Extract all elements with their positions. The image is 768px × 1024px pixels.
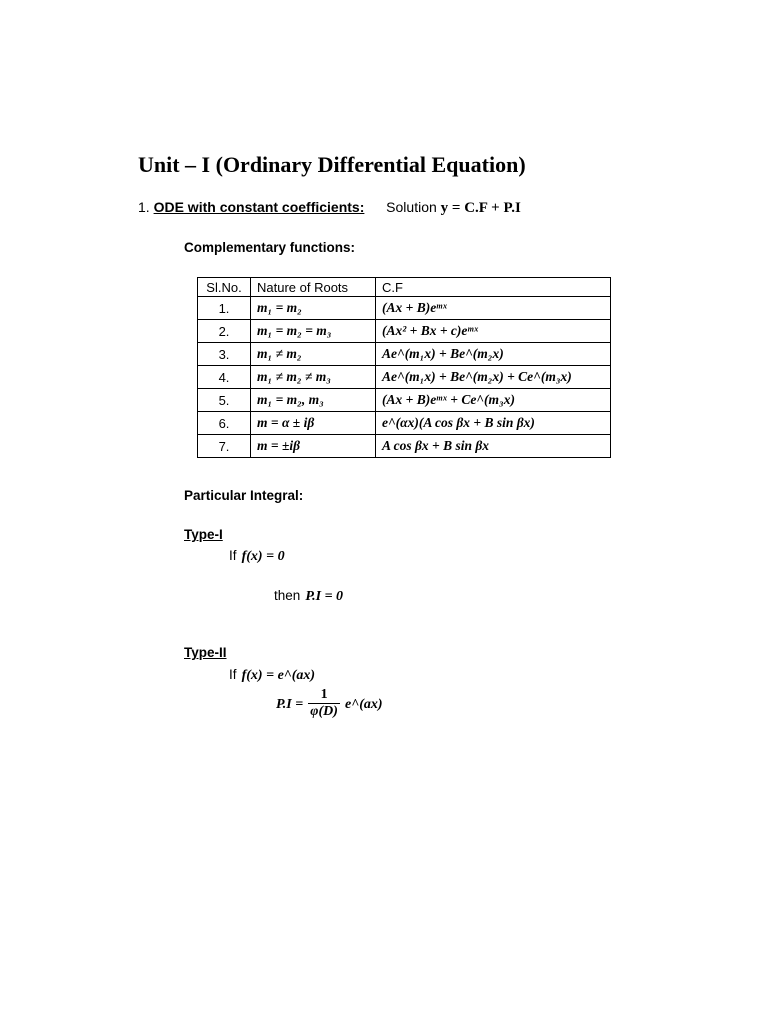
row-number: 6. bbox=[198, 412, 251, 435]
row-cf: A cos βx + B sin βx bbox=[376, 435, 611, 458]
row-roots: m₁ = m₂ = m₃ bbox=[251, 320, 376, 343]
row-cf: Ae^(m₁x) + Be^(m₂x) + Ce^(m₃x) bbox=[376, 366, 611, 389]
row-cf: Ae^(m₁x) + Be^(m₂x) bbox=[376, 343, 611, 366]
row-cf: e^(αx)(A cos βx + B sin βx) bbox=[376, 412, 611, 435]
table-row bbox=[198, 320, 611, 343]
solution-formula: y = C.F + P.I bbox=[440, 200, 521, 216]
cf-table bbox=[197, 277, 611, 458]
row-cf: (Ax + B)eᵐˣ bbox=[376, 297, 611, 320]
header-slno: Sl.No. bbox=[198, 278, 251, 297]
table-header-row bbox=[198, 278, 611, 297]
section-heading: ODE with constant coefficients: bbox=[153, 199, 365, 215]
type1-then-formula: P.I = 0 bbox=[305, 589, 344, 604]
pi-denominator: φ(D) bbox=[310, 704, 338, 719]
row-roots: m₁ ≠ m₂ bbox=[251, 343, 376, 366]
header-cf: C.F bbox=[376, 278, 611, 297]
particular-heading: Particular Integral: bbox=[184, 488, 304, 503]
section-ode-heading bbox=[138, 199, 521, 217]
table-row bbox=[198, 435, 611, 458]
pi-lhs: P.I = bbox=[276, 697, 304, 712]
pi-numerator: 1 bbox=[308, 687, 340, 704]
table-row bbox=[198, 389, 611, 412]
row-roots: m = ±iβ bbox=[251, 435, 376, 458]
row-number: 2. bbox=[198, 320, 251, 343]
pi-fraction bbox=[308, 687, 340, 720]
row-roots: m₁ = m₂ bbox=[251, 297, 376, 320]
type2-if-formula: f(x) = e^(ax) bbox=[241, 668, 316, 683]
type2-condition bbox=[229, 664, 315, 684]
row-cf: (Ax + B)eᵐˣ + Ce^(m₃x) bbox=[376, 389, 611, 412]
type1-if-text: If bbox=[229, 548, 237, 563]
header-roots: Nature of Roots bbox=[251, 278, 376, 297]
type1-if-formula: f(x) = 0 bbox=[241, 549, 285, 564]
table-row bbox=[198, 343, 611, 366]
type1-label: Type-I bbox=[184, 527, 223, 542]
row-number: 1. bbox=[198, 297, 251, 320]
row-roots: m₁ = m₂, m₃ bbox=[251, 389, 376, 412]
row-roots: m = α ± iβ bbox=[251, 412, 376, 435]
section-number: 1. bbox=[138, 199, 150, 215]
table-row bbox=[198, 366, 611, 389]
type2-pi-formula bbox=[276, 687, 383, 720]
complementary-heading: Complementary functions: bbox=[184, 240, 356, 255]
page-title: Unit – I (Ordinary Differential Equation) bbox=[138, 152, 526, 177]
row-roots: m₁ ≠ m₂ ≠ m₃ bbox=[251, 366, 376, 389]
type1-condition bbox=[229, 545, 285, 565]
row-number: 5. bbox=[198, 389, 251, 412]
table-row bbox=[198, 297, 611, 320]
type1-then-text: then bbox=[274, 588, 301, 603]
solution-label: Solution bbox=[386, 199, 437, 215]
type2-if-text: If bbox=[229, 667, 237, 682]
table-row bbox=[198, 412, 611, 435]
pi-rhs: e^(ax) bbox=[345, 697, 383, 712]
row-number: 3. bbox=[198, 343, 251, 366]
row-number: 7. bbox=[198, 435, 251, 458]
type1-result bbox=[274, 585, 343, 605]
row-cf: (Ax² + Bx + c)eᵐˣ bbox=[376, 320, 611, 343]
type2-label: Type-II bbox=[184, 645, 227, 660]
row-number: 4. bbox=[198, 366, 251, 389]
